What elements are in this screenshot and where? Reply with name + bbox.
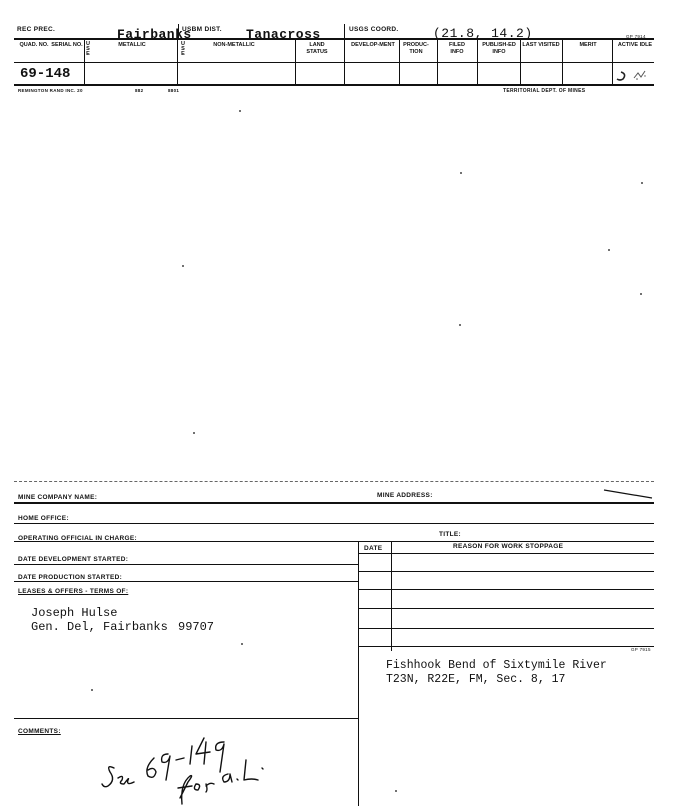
cell-divider	[399, 39, 400, 85]
stoppage-header-rule	[358, 553, 654, 554]
stoppage-row-rule	[358, 646, 654, 647]
col-development: DEVELOP-MENT	[351, 42, 395, 48]
cell-divider	[437, 39, 438, 85]
printer-imprint: REMINGTON RAND INC. 20	[18, 88, 83, 93]
title-label: TITLE:	[439, 531, 462, 538]
cell-divider	[477, 39, 478, 85]
usgs-coord-value: (21.8, 14.2)	[433, 26, 533, 41]
operating-official-label: OPERATING OFFICIAL IN CHARGE:	[18, 535, 137, 542]
card-bottom-rule	[14, 84, 654, 86]
usbm-dist-value: Tanacross	[246, 27, 321, 42]
col-non-metallic: NON-METALLIC	[213, 42, 255, 48]
scan-speck	[241, 643, 243, 645]
reason-column-label: REASON FOR WORK STOPPAGE	[453, 543, 564, 550]
scan-speck	[640, 293, 642, 295]
home-office-rule	[14, 523, 654, 524]
quad-serial-value: 69-148	[20, 66, 71, 82]
location-line-1: Fishhook Bend of Sixtymile River	[386, 659, 607, 672]
stoppage-row-rule	[358, 589, 654, 590]
stoppage-row-rule	[358, 628, 654, 629]
date-development-rule	[14, 564, 358, 565]
scan-speck	[395, 790, 397, 792]
center-vertical-rule	[358, 651, 359, 806]
col-filed-info: FILED INFO	[449, 42, 465, 55]
header-divider	[178, 24, 179, 39]
col-production: PRODUC-TION	[403, 42, 429, 55]
card-corner-stroke	[600, 486, 656, 500]
active-idle-check-mark	[612, 62, 654, 84]
col-land-status: LAND STATUS	[306, 42, 328, 55]
scan-speck	[193, 432, 195, 434]
lessee-zip: 99707	[178, 620, 215, 634]
stoppage-row-rule	[358, 571, 654, 572]
stoppage-left-rule	[358, 541, 359, 651]
header-rule	[14, 38, 654, 40]
home-office-label: HOME OFFICE:	[18, 515, 69, 522]
operating-official-rule	[14, 541, 654, 542]
col-quad-no: QUAD. NO.	[19, 42, 49, 48]
col-use-1: USE	[86, 41, 90, 57]
scan-speck	[641, 182, 643, 184]
cell-divider	[295, 39, 296, 85]
rec-prec-label: REC PREC.	[17, 26, 56, 33]
col-use-2: USE	[181, 41, 185, 57]
cell-divider	[562, 39, 563, 85]
col-merit: MERIT	[579, 42, 597, 48]
col-published-info: PUBLISH-ED INFO	[482, 42, 516, 55]
scan-speck	[460, 172, 462, 174]
mine-company-rule	[14, 502, 654, 504]
comments-label: COMMENTS:	[18, 728, 61, 735]
form-code-top: GP 7914	[626, 34, 646, 39]
printer-code-b: 8801	[168, 88, 180, 93]
scan-speck	[182, 265, 184, 267]
printer-code-a: 882	[135, 88, 144, 93]
date-production-label: DATE PRODUCTION STARTED:	[18, 574, 123, 581]
cell-divider	[84, 39, 85, 85]
date-production-rule	[14, 581, 358, 582]
scan-speck	[608, 249, 610, 251]
col-active-idle: ACTIVE IDLE	[617, 42, 653, 48]
column-header-rule	[14, 62, 654, 63]
location-line-2: T23N, R22E, FM, Sec. 8, 17	[386, 673, 566, 686]
lessee-name: Joseph Hulse	[31, 606, 118, 620]
cell-divider	[344, 39, 345, 85]
date-column-label: DATE	[364, 545, 383, 552]
col-last-visited: LAST VISITED	[522, 42, 560, 48]
rec-prec-value: Fairbanks	[117, 27, 192, 42]
scan-speck	[91, 689, 93, 691]
stoppage-date-divider	[391, 541, 392, 651]
lessee-address: Gen. Del, Fairbanks	[31, 620, 168, 634]
usbm-dist-label: USBM DIST.	[182, 26, 222, 33]
cell-divider	[520, 39, 521, 85]
usgs-coord-label: USGS COORD.	[349, 26, 399, 33]
mine-company-name-label: MINE COMPANY NAME:	[18, 494, 98, 501]
scan-speck	[239, 110, 241, 112]
stoppage-row-rule	[358, 608, 654, 609]
handwritten-cross-reference	[96, 724, 276, 806]
scan-speck	[459, 324, 461, 326]
col-serial-no: SERIAL NO.	[51, 42, 83, 48]
mine-address-label: MINE ADDRESS:	[377, 492, 433, 499]
leases-label: LEASES & OFFERS - TERMS OF:	[18, 588, 129, 595]
card-edge-rule	[14, 481, 654, 482]
department-imprint: TERRITORIAL DEPT. OF MINES	[503, 88, 586, 94]
header-divider	[344, 24, 345, 39]
cell-divider	[177, 39, 178, 85]
col-metallic: METALLIC	[118, 42, 146, 48]
date-development-label: DATE DEVELOPMENT STARTED:	[18, 556, 129, 563]
comments-rule	[14, 718, 358, 719]
form-code-bottom: GP 7915	[631, 647, 651, 652]
